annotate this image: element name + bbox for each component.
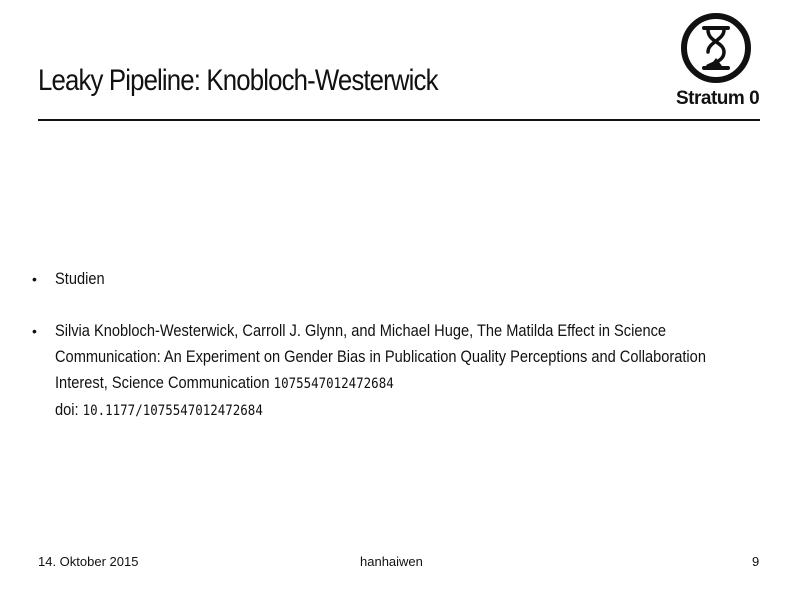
slide-title: Leaky Pipeline: Knobloch-Westerwick	[38, 64, 438, 97]
footer-author: hanhaiwen	[360, 554, 423, 569]
footer-date: 14. Oktober 2015	[38, 554, 139, 569]
page-number: 9	[752, 554, 760, 569]
reference-line-4: doi: 10.1177/1075547012472684	[55, 400, 263, 419]
bullet-icon: •	[32, 323, 37, 339]
reference-line-2: Communication: An Experiment on Gender Bias in Publication Quality Perceptions and Collaboration	[55, 347, 706, 366]
bullet-item-reference	[30, 318, 760, 424]
bullet-icon: •	[32, 271, 37, 287]
logo-text: Stratum 0	[676, 88, 760, 109]
reference-id: 1075547012472684	[273, 376, 394, 392]
hourglass-logo-icon	[680, 12, 752, 84]
reference-line-3: Interest, Science Communication 1075547012472684	[55, 373, 394, 392]
doi-value: 10.1177/1075547012472684	[82, 403, 263, 419]
bullet-list	[30, 266, 760, 424]
stratum0-logo	[676, 12, 758, 116]
slide-content	[30, 266, 760, 450]
reference-line-1: Silvia Knobloch-Westerwick, Carroll J. Glynn, and Michael Huge, The Matilda Effect in Science	[55, 321, 667, 340]
bullet-item-studien	[30, 266, 760, 292]
title-divider	[38, 119, 760, 121]
bullet-text: Studien	[55, 269, 105, 288]
